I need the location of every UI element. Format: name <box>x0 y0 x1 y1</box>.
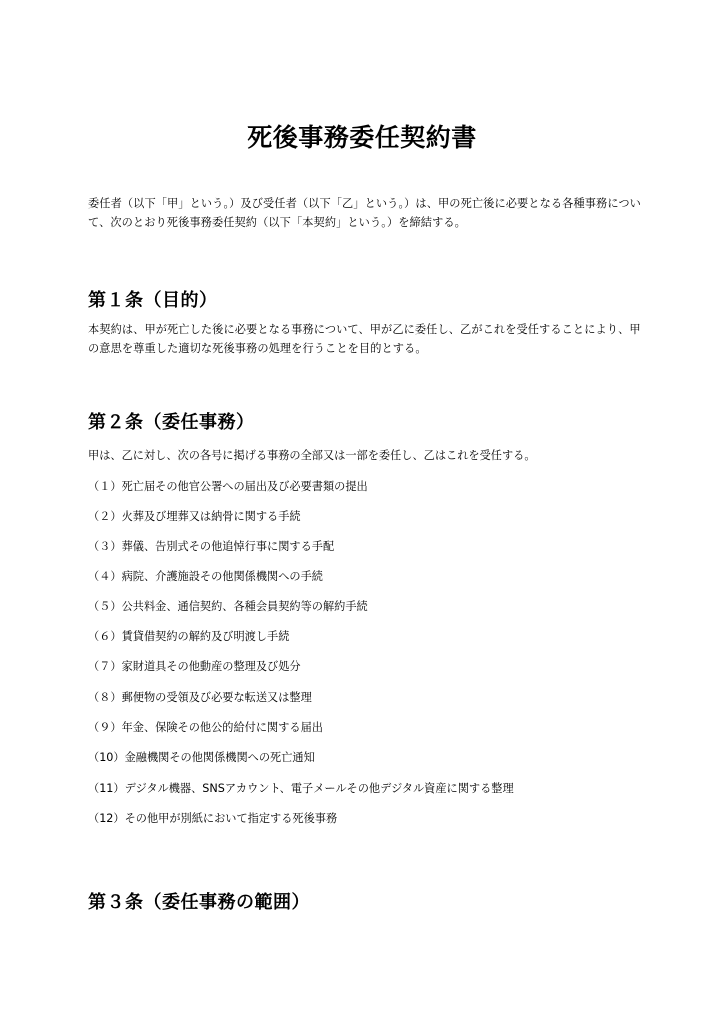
list-item: （７）家財道具その他動産の整理及び処分 <box>88 660 301 673</box>
article-3-heading: 第３条（委任事務の範囲） <box>88 892 310 913</box>
list-item: （９）年金、保険その他公的給付に関する届出 <box>88 721 323 734</box>
list-item: （１）死亡届その他官公署への届出及び必要書類の提出 <box>88 480 368 493</box>
article-2-intro: 甲は、乙に対し、次の各号に掲げる事務の全部又は一部を委任し、乙はこれを受任する。 <box>88 449 536 462</box>
list-item: （２）火葬及び埋葬又は納骨に関する手続 <box>88 510 301 523</box>
list-item: （６）賃貸借契約の解約及び明渡し手続 <box>88 630 290 643</box>
list-item: （10）金融機関その他関係機関への死亡通知 <box>88 751 315 764</box>
list-item: （３）葬儀、告別式その他追悼行事に関する手配 <box>88 540 335 553</box>
list-item: （５）公共料金、通信契約、各種会員契約等の解約手続 <box>88 600 368 613</box>
article-2-heading: 第２条（委任事務） <box>88 412 255 433</box>
document-title: 死後事務委任契約書 <box>247 123 477 152</box>
preamble-paragraph: 委任者（以下「甲」という。）及び受任者（以下「乙」という。）は、甲の死亡後に必要となる各種事務について、次のとおり死後事務委任契約（以下「本契約」という。）を締結する。 <box>88 197 641 229</box>
article-1-heading: 第１条（目的） <box>88 290 218 311</box>
list-item: （８）郵便物の受領及び必要な転送又は整理 <box>88 691 312 704</box>
list-item: （12）その他甲が別紙において指定する死後事務 <box>88 812 338 825</box>
article-1-body: 本契約は、甲が死亡した後に必要となる事務について、甲が乙に委任し、乙がこれを受任することにより、甲の意思を尊重した適切な死後事務の処理を行うことを目的とする。 <box>88 323 641 355</box>
list-item: （４）病院、介護施設その他関係機関への手続 <box>88 570 323 583</box>
list-item: （11）デジタル機器、SNSアカウント、電子メールその他デジタル資産に関する整理 <box>88 782 514 795</box>
